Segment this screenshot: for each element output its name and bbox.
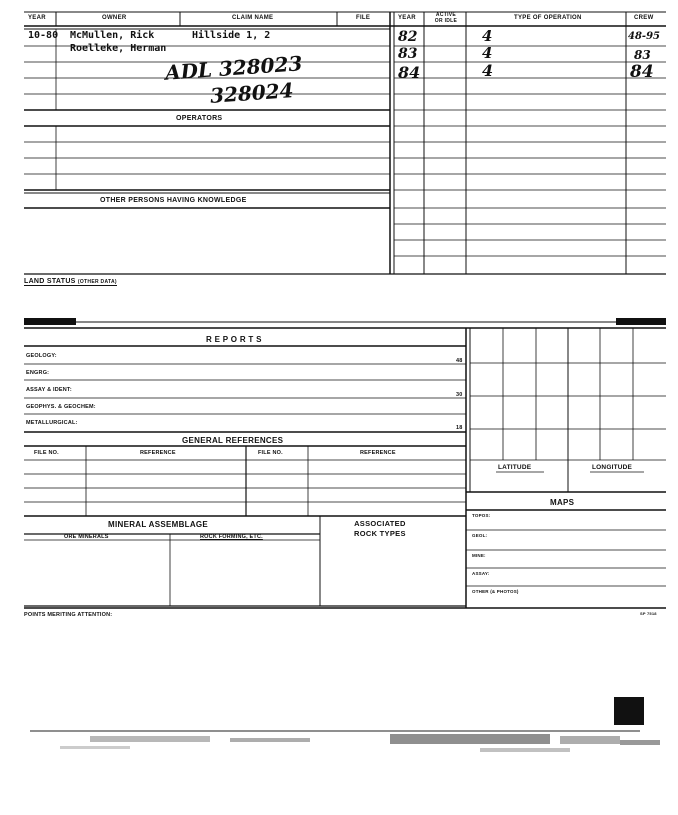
header-crew: CREW	[634, 15, 654, 21]
points-meriting-attention: POINTS MERITING ATTENTION:	[24, 612, 113, 618]
map-topos: TOPOS:	[472, 513, 491, 518]
header-claim-name: CLAIM NAME	[232, 15, 274, 21]
report-geology-num: 48	[456, 358, 463, 364]
handwritten-adl-1: ADL 328023	[164, 51, 304, 85]
report-metallurgical: METALLURGICAL:	[26, 420, 78, 426]
handwritten-adl-2: 328024	[209, 78, 295, 108]
header-file: FILE	[356, 15, 371, 21]
map-geol: GEOL:	[472, 533, 488, 538]
header-type-of-operation: TYPE OF OPERATION	[514, 15, 582, 21]
report-assay-num: 30	[456, 392, 463, 398]
maps-title: MAPS	[550, 498, 575, 507]
header-year-2: YEAR	[398, 15, 416, 21]
record-owner-1: McMullen, Rick	[70, 30, 155, 41]
rock-forming-label: ROCK FORMING, ETC.	[200, 534, 263, 540]
report-geophys: GEOPHYS. & GEOCHEM:	[26, 404, 96, 410]
mineral-assemblage-title: MINERAL ASSEMBLAGE	[108, 520, 209, 529]
activity-crew-1: 48-95	[628, 31, 660, 42]
activity-year-2: 83	[398, 46, 418, 62]
activity-active-3: 4	[482, 61, 494, 80]
ref-reference-1: REFERENCE	[140, 450, 176, 456]
record-date: 10-80	[28, 30, 59, 41]
operators-label: OPERATORS	[176, 115, 223, 122]
map-mine: MINE:	[472, 553, 486, 558]
form-number: SP 7518	[640, 611, 657, 616]
ref-file-no-2: FILE NO.	[258, 450, 283, 456]
activity-active-1: 4	[482, 27, 493, 45]
report-assay: ASSAY & IDENT:	[26, 387, 72, 393]
report-engrg: ENGRG:	[26, 370, 50, 376]
activity-year-3: 84	[398, 63, 421, 82]
general-references-title: GENERAL REFERENCES	[182, 436, 284, 445]
reports-title: R E P O R T S	[206, 335, 262, 344]
record-claim: Hillside 1, 2	[192, 30, 271, 41]
latitude-label: LATITUDE	[498, 464, 532, 471]
header-active-idle: ACTIVE OR IDLE	[434, 12, 458, 24]
activity-crew-3: 84	[630, 62, 654, 82]
activity-active-2: 4	[482, 44, 493, 62]
report-metallurgical-num: 18	[456, 425, 463, 431]
longitude-label: LONGITUDE	[592, 464, 633, 471]
associated-rock-types: ASSOCIATED ROCK TYPES	[354, 519, 406, 538]
report-geology: GEOLOGY:	[26, 353, 57, 359]
header-owner: OWNER	[102, 15, 127, 21]
map-other: OTHER (& PHOTOS)	[472, 589, 519, 594]
map-assay: ASSAY:	[472, 571, 490, 576]
record-owner-2: Roelleke, Herman	[70, 43, 167, 54]
activity-year-1: 82	[398, 29, 418, 45]
ref-file-no-1: FILE NO.	[34, 450, 59, 456]
activity-crew-2: 83	[634, 48, 651, 62]
other-persons-label: OTHER PERSONS HAVING KNOWLEDGE	[100, 197, 247, 204]
ore-minerals-label: ORE MINERALS	[64, 534, 109, 540]
land-status-label: LAND STATUS (OTHER DATA)	[24, 278, 117, 285]
header-year: YEAR	[28, 15, 46, 21]
ref-reference-2: REFERENCE	[360, 450, 396, 456]
